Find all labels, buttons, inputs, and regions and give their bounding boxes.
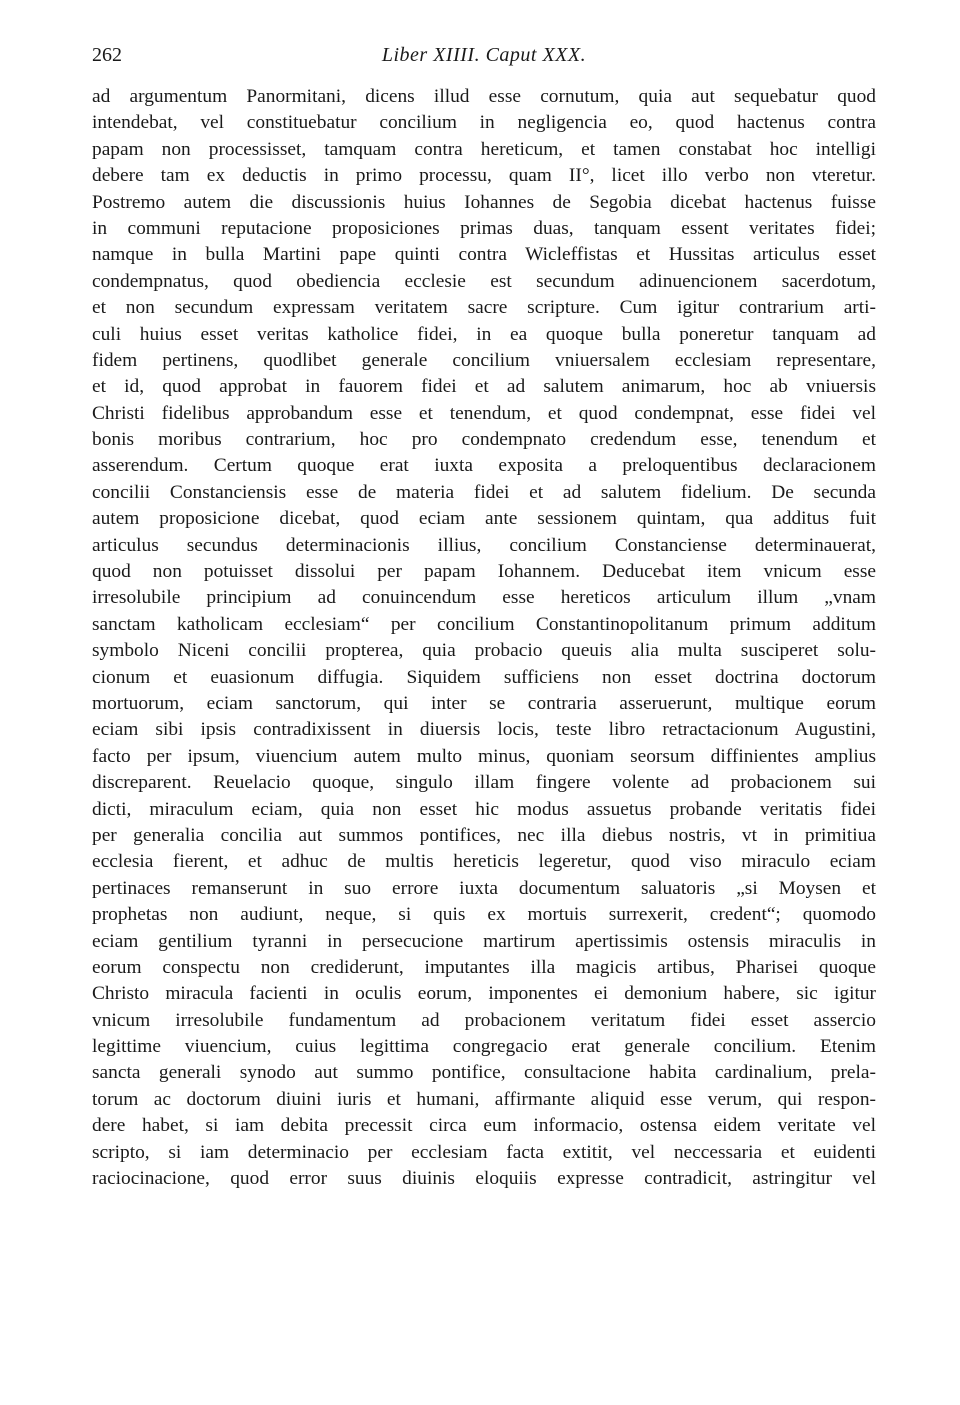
- text-line: eciam sibi ipsis contradixissent in diuersis locis, teste libro retractacionum Augustini,: [92, 719, 876, 741]
- text-line: raciocinacione, quod error suus diuinis eloquiis expresse contradicit, astringitur vel: [92, 1168, 876, 1190]
- text-line: asserendum. Certum quoque erat iuxta exposita a preloquentibus declaracionem: [92, 455, 876, 477]
- text-line: articulus secundus determinacionis illius, concilium Constanciense determinauerat,: [92, 534, 876, 556]
- text-line: ecclesia fierent, et adhuc de multis hereticis legeretur, quod viso miraculo eciam: [92, 851, 876, 873]
- text-line: namque in bulla Martini pape quinti contra Wicleffistas et Hussitas articulus esset: [92, 244, 876, 266]
- text-line: discreparent. Reuelacio quoque, singulo illam fingere volente ad probacionem sui: [92, 772, 876, 794]
- text-line: scripto, si iam determinacio per ecclesiam facta extitit, vel neccessaria et euidenti: [92, 1141, 876, 1163]
- text-line: concilii Constanciensis esse de materia fidei et ad salutem fidelium. De secunda: [92, 481, 876, 503]
- text-line: culi huius esset veritas katholice fidei, in ea quoque bulla poneretur tanquam ad: [92, 323, 876, 345]
- text-line: sancta generali synodo aut summo pontifice, consultacione habita cardinalium, prela-: [92, 1062, 876, 1084]
- text-line: sanctam katholicam ecclesiam“ per concilium Constantinopolitanum primum additum: [92, 613, 876, 635]
- text-line: per generalia concilia aut summos pontifices, nec illa diebus nostris, vt in primitiua: [92, 824, 876, 846]
- text-line: prophetas non audiunt, neque, si quis ex mortuis surrexerit, credent“; quomodo: [92, 904, 876, 926]
- text-line: cionum et euasionum diffugia. Siquidem sufficiens non esset doctrina doctorum: [92, 666, 876, 688]
- text-line: bonis moribus contrarium, hoc pro condempnato credendum esse, tenendum et: [92, 429, 876, 451]
- text-line: torum ac doctorum diuini iuris et humani, affirmante aliquid esse verum, qui respon-: [92, 1088, 876, 1110]
- text-line: condempnatus, quod obediencia ecclesie est secundum adinuencionem sacerdotum,: [92, 270, 876, 292]
- text-line: Christo miracula facienti in oculis eorum, imponentes ei demonium habere, sic igitur: [92, 983, 876, 1005]
- text-line: quod non potuisset dissolui per papam Iohannem. Deducebat item vnicum esse: [92, 561, 876, 583]
- text-line: mortuorum, eciam sanctorum, qui inter se contraria asseruerunt, multique eorum: [92, 692, 876, 714]
- text-line: facto per ipsum, viuencium autem multo minus, quoniam seorsum diffinientes amplius: [92, 745, 876, 767]
- page-number: 262: [92, 44, 122, 66]
- text-line: debere tam ex deductis in primo processu, quam II°, licet illo verbo non vteretur.: [92, 165, 876, 187]
- text-line: dere habet, si iam debita precessit circa eum informacio, ostensa eidem veritate vel: [92, 1115, 876, 1137]
- text-line: Christi fidelibus approbandum esse et tenendum, et quod condempnat, esse fidei vel: [92, 402, 876, 424]
- text-line: vnicum irresolubile fundamentum ad probacionem veritatum fidei esset assercio: [92, 1009, 876, 1031]
- text-line: irresolubile principium ad conuincendum esse hereticos articulum illum „vnam: [92, 587, 876, 609]
- text-line: dicti, miraculum eciam, quia non esset hic modus assuetus probande veritatis fidei: [92, 798, 876, 820]
- text-line: papam non processisset, tamquam contra hereticum, et tamen constabat hoc intelligi: [92, 138, 876, 160]
- text-line: pertinaces remanserunt in suo errore iuxta documentum saluatoris „si Moysen et: [92, 877, 876, 899]
- running-title: Liber XIIII. Caput XXX.: [381, 44, 587, 66]
- text-line: et id, quod approbat in fauorem fidei et ad salutem animarum, hoc ab vniuersis: [92, 376, 876, 398]
- text-line: eorum conspectu non crediderunt, imputantes illa magicis artibus, Pharisei quoque: [92, 956, 876, 978]
- text-line: eciam gentilium tyranni in persecucione martirum apertissimis ostensis miraculis in: [92, 930, 876, 952]
- body-text: [92, 84, 876, 1192]
- text-line: legittime viuencium, cuius legittima congregacio erat generale concilium. Etenim: [92, 1036, 876, 1058]
- text-line: autem proposicione dicebat, quod eciam ante sessionem quintam, qua additus fuit: [92, 508, 876, 530]
- text-line: intendebat, vel constituebatur concilium in negligencia eo, quod hactenus contra: [92, 112, 876, 134]
- text-line: ad argumentum Panormitani, dicens illud esse cornutum, quia aut sequebatur quod: [92, 86, 876, 107]
- book-page: [92, 44, 876, 1192]
- text-line: in communi reputacione proposiciones primas duas, tanquam essent veritates fidei;: [92, 217, 876, 239]
- text-line: fidem pertinens, quodlibet generale concilium vniuersalem ecclesiam representare,: [92, 349, 876, 371]
- text-line: symbolo Niceni concilii propterea, quia probacio queuis alia multa susciperet solu-: [92, 640, 876, 662]
- page-header: [92, 44, 876, 78]
- text-line: Postremo autem die discussionis huius Iohannes de Segobia dicebat hactenus fuisse: [92, 191, 876, 213]
- text-line: et non secundum expressam veritatem sacre scripture. Cum igitur contrarium arti-: [92, 297, 876, 319]
